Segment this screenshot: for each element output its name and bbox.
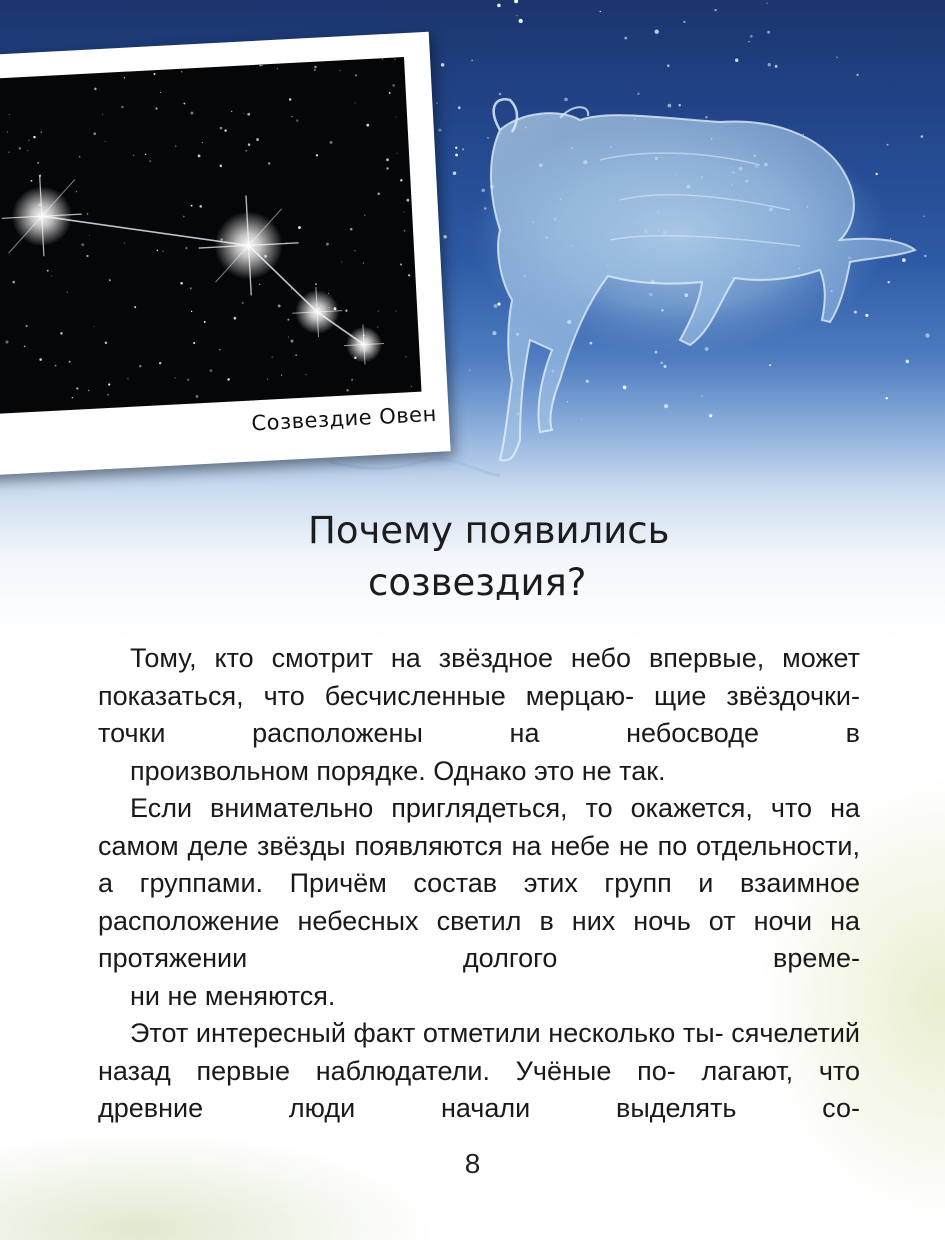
photo-star [408,274,410,276]
photo-star [159,362,162,365]
sky-star [875,173,877,175]
sky-star [769,364,771,366]
photo-star [127,378,128,379]
photo-star [191,205,193,207]
photo-star [315,283,317,285]
photo-star [354,250,356,252]
photo-star [278,304,281,307]
photo-star [79,156,81,158]
photo-star [67,292,68,293]
sky-star [775,65,778,68]
photo-star [209,369,212,372]
sky-star [492,331,496,335]
photo-star [298,226,301,229]
photo-star [89,235,90,236]
photo-star [183,216,185,218]
sky-star [519,19,523,23]
sky-star [888,281,890,283]
photo-star [160,92,161,93]
photo-star [108,383,110,385]
photo-star [124,77,125,78]
photo-star [175,377,176,378]
photo-star [134,306,136,308]
sky-star [854,311,857,314]
photo-star [366,124,369,127]
sky-star [856,74,858,76]
photo-star [39,358,42,361]
photo-star [76,191,77,192]
photo-star [248,143,251,146]
sky-star [497,303,500,306]
sky-star [924,255,926,257]
sky-star [514,0,518,3]
photo-star [25,325,28,328]
photo-star [268,162,271,165]
sky-star [438,129,441,132]
photo-star [193,342,195,344]
photo-star [382,58,384,60]
sky-star [768,63,771,66]
sky-star [902,258,906,262]
sky-star [906,360,910,364]
photo-star [219,349,220,350]
sky-star [455,154,458,157]
photo-star [392,84,395,87]
photo-star [259,65,261,67]
sky-star [564,98,568,102]
sky-star [441,63,444,66]
photo-star [8,152,9,153]
photo-star [247,113,250,116]
photo-star [198,154,201,157]
photo-star [386,158,389,161]
photo-star [9,114,10,115]
photo-star [93,326,94,327]
photo-star [272,356,273,357]
photo-star [397,153,398,154]
photo-star [400,263,402,265]
photo-star [291,116,292,117]
photo-star [7,131,8,132]
sky-star [462,148,464,150]
sky-star [600,11,601,12]
photo-star [24,346,26,348]
heading-line-1: Почему появились [308,509,670,552]
photo-star [351,379,353,381]
photo-star [180,282,183,285]
page-number: 8 [464,1148,481,1179]
photo-star [227,378,230,381]
photo-star [295,354,297,356]
photo-star [27,150,28,151]
photo-star [81,243,84,246]
photo-star [175,145,176,146]
photo-star [406,199,409,202]
sky-star [453,172,456,175]
photo-star [12,281,15,284]
article-heading [300,505,720,609]
photo-star [330,141,333,144]
photo-star [243,113,244,114]
sky-star [766,3,767,4]
photo-star [256,138,259,141]
sky-star [683,21,685,23]
photo-star [314,69,316,71]
paragraph-2 [98,790,860,1015]
paragraph-2-last-line: ни не меняются. [130,980,336,1011]
photo-star [346,389,349,392]
photo-star [18,147,21,150]
photo-star [289,98,292,101]
photo-star [220,127,223,130]
photo-star [181,71,182,72]
sky-star [714,9,716,11]
photo-star [185,247,187,249]
sky-star [624,37,627,40]
photo-star [291,289,292,290]
photo-star [355,74,357,76]
sky-star [664,404,668,408]
sky-star [494,304,498,308]
photo-star [395,311,396,312]
photo-star [87,213,89,215]
photo-star [377,192,380,195]
photo-star [405,356,406,357]
photo-star [105,141,106,142]
photo-star [51,276,52,277]
photo-star [139,365,142,368]
constellation-photo [0,57,422,414]
sky-star [678,104,680,106]
sky-star [458,106,461,109]
photo-star [281,375,282,376]
photo-star [326,243,329,246]
photo-star [94,88,97,91]
photo-star [378,310,379,311]
photo-star [190,112,193,115]
sky-star [701,395,702,396]
sky-star [471,60,473,62]
sky-star [516,15,517,16]
photo-star [233,317,236,320]
photo-star [190,287,192,289]
photo-star [396,116,397,117]
paragraph-2-text: Если внимательно приглядеться, то окажется, что на самом деле звёзды появляются на небе не по отдельности, а группами. Причём состав этих групп и взаимное расположение небесных светил в них ночь от ночи на протяжении долгого време- [98,793,860,973]
sky-star [887,144,889,146]
sky-star [709,414,712,417]
article-body [98,640,860,1128]
photo-star [290,340,293,343]
photo-star [121,106,123,108]
photo-star [355,102,356,103]
photo-star [231,111,232,112]
photo-star [93,132,96,135]
sky-star [923,215,924,216]
sky-star [623,386,627,390]
aries-constellation-image [0,57,422,414]
photo-star [389,92,391,94]
sky-star [499,93,502,96]
photo-star [157,250,159,252]
sky-star [487,137,489,139]
photo-star [149,160,151,162]
photo-caption: Созвездие Овен [250,401,438,436]
photo-star [364,214,366,216]
photo-star [60,332,63,335]
photo-star [69,361,71,363]
sky-star [455,147,457,149]
sky-star [655,30,659,34]
photo-star [341,261,342,262]
photo-star [219,164,222,167]
photo-star [133,155,134,156]
photo-star [314,66,317,69]
photo-star [37,162,39,164]
photo-star [242,302,244,304]
photo-star [224,129,226,131]
sky-star [581,419,582,420]
photo-star [363,262,364,263]
photo-star [40,132,41,133]
photo-star [277,68,278,69]
photo-star [296,119,299,122]
photo-star [288,337,289,338]
photo-star [245,150,247,152]
sky-star [667,64,670,67]
photo-star [5,340,8,343]
sky-star [885,397,887,399]
paragraph-1 [98,640,860,790]
sky-star [836,57,838,59]
photo-star [31,180,33,182]
photo-star [124,242,125,243]
photo-star [202,142,203,143]
sky-star [735,59,738,62]
photo-star [267,379,268,380]
photo-star [105,341,108,344]
photo-star [259,284,260,285]
sky-star [567,401,568,402]
paragraph-1-text: Тому, кто смотрит на звёздное небо впервые, может показаться, что бесчисленные мерцаю- щие звёздочки-точки расположены на небосводе в [98,643,860,748]
sky-star [663,365,666,368]
photo-star [153,73,155,75]
photo-star [316,154,318,156]
photo-star [155,107,157,109]
star-botein [343,324,385,366]
photo-star [28,140,30,142]
sky-star [586,380,589,383]
photo-star [107,394,109,396]
photo-star [350,228,353,231]
photo-star [199,205,202,208]
sky-star [925,333,929,337]
sky-star [637,93,639,95]
photo-star [187,379,189,381]
photo-star [204,321,206,323]
paragraph-1-last-line: произвольном порядке. Однако это не так. [130,755,666,786]
photo-star [386,167,388,169]
photo-star [33,136,36,139]
sky-star [668,104,672,108]
photo-star [72,397,73,398]
photo-star [345,309,347,311]
paragraph-3-text: Этот интересный факт отметили несколько ты- сячелетий назад первые наблюдатели. Учёные по- лагают, что древние люди начали выделять со- [98,1018,860,1123]
photo-star [162,251,163,252]
photo-star [340,70,341,71]
photo-star [404,230,406,232]
photo-star [411,386,412,387]
photo-star [102,114,103,115]
photo-star [88,390,90,392]
photo-star [109,279,111,281]
photo-star [400,179,403,182]
photo-star [55,365,57,367]
sky-star [443,235,446,238]
sky-star [890,238,891,239]
photo-star [377,327,378,328]
photo-star [195,395,198,398]
sky-star [497,4,501,8]
photo-star [395,59,396,60]
photo-star [287,319,289,321]
sky-star [436,102,438,104]
sky-star [469,369,470,370]
heading-line-2: созвездия? [368,561,587,604]
photo-star [261,65,262,66]
sky-star [660,361,663,364]
paragraph-3 [98,1015,860,1128]
photo-star [306,374,307,375]
sky-star [767,31,770,34]
photo-star [191,311,192,312]
photo-star [76,387,78,389]
constellation-photo-card [0,32,451,477]
sky-star [865,314,868,317]
photo-star [145,154,147,156]
sky-star [750,35,753,38]
photo-star [47,270,49,272]
photo-star [404,212,405,213]
photo-star [183,103,185,105]
sky-star [748,41,749,42]
sky-star [921,135,924,138]
photo-star [86,255,88,257]
star-sheratan [0,174,84,258]
